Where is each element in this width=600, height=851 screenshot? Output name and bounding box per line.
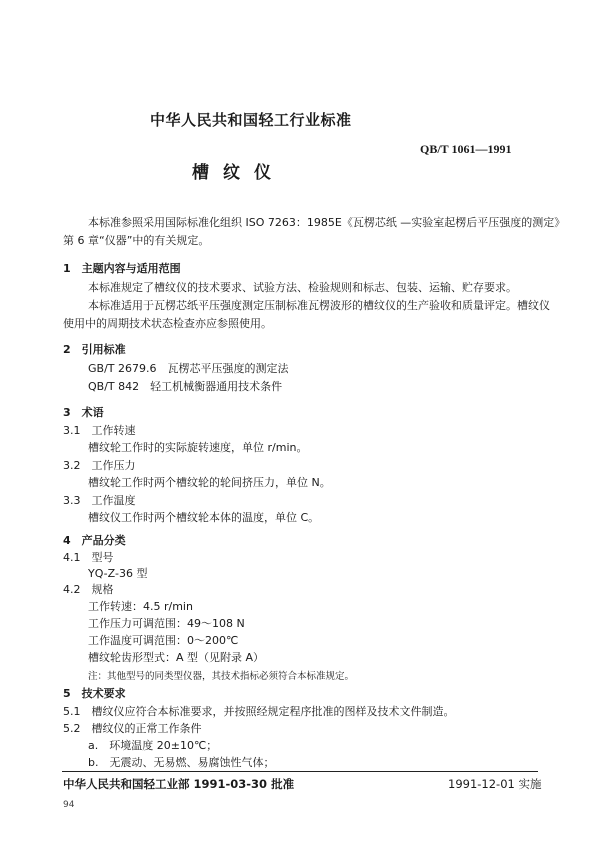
reference-2: QB/T 842 轻工机械衡器通用技术条件 <box>88 380 283 393</box>
effective-date: 1991-12-01 实施 <box>448 777 542 791</box>
term-2-definition: 槽纹轮工作时两个槽纹轮的轮间挤压力，单位 N。 <box>88 476 331 489</box>
reference-1: GB/T 2679.6 瓦楞芯平压强度的测定法 <box>88 362 289 375</box>
section-1-paragraph-3: 使用中的周期技术状态检查亦应参照使用。 <box>63 317 272 330</box>
model-value: YQ-Z-36 型 <box>88 567 148 580</box>
approval-statement: 中华人民共和国轻工业部 1991-03-30 批准 <box>63 777 295 791</box>
requirement-5-1: 5.1 槽纹仪应符合本标准要求，并按照经规定程序批准的图样及技术文件制造。 <box>63 705 455 718</box>
spec-tooth-profile: 槽纹轮齿形型式：A 型（见附录 A） <box>88 651 265 664</box>
section-1-paragraph-1: 本标准规定了槽纹仪的技术要求、试验方法、检验规则和标志、包装、运输、贮存要求。 <box>88 281 517 294</box>
condition-b: b. 无震动、无易燃、易腐蚀性气体； <box>88 756 275 769</box>
section-4-note: 注：其他型号的同类型仪器，其技术指标必须符合本标准规定。 <box>88 671 355 682</box>
spec-pressure-range: 工作压力可调范围：49～108 N <box>88 617 245 630</box>
intro-line-2: 第 6 章“仪器”中的有关规定。 <box>63 234 210 247</box>
footer-divider <box>62 771 538 772</box>
term-1-title: 3.1 工作转速 <box>63 424 136 437</box>
term-1-definition: 槽纹轮工作时的实际旋转速度，单位 r/min。 <box>88 441 308 454</box>
term-3-title: 3.3 工作温度 <box>63 494 136 507</box>
subsection-4-1-title: 4.1 型号 <box>63 551 114 564</box>
section-2-heading: 2 引用标准 <box>63 343 126 356</box>
section-4-heading: 4 产品分类 <box>63 534 126 547</box>
page-number: 94 <box>63 800 75 810</box>
section-3-heading: 3 术语 <box>63 406 104 419</box>
intro-line-1: 本标准参照采用国际标准化组织 ISO 7263：1985E《瓦楞芯纸 —实验室起楞后平压强度的测定》 <box>88 216 566 229</box>
condition-a: a. 环境温度 20±10℃； <box>88 739 218 752</box>
issuing-authority-title: 中华人民共和国轻工行业标准 <box>150 111 352 129</box>
spec-working-speed: 工作转速：4.5 r/min <box>88 600 193 613</box>
section-5-heading: 5 技术要求 <box>63 687 126 700</box>
standard-code: QB/T 1061—1991 <box>420 142 512 156</box>
spec-temperature-range: 工作温度可调范围：0～200℃ <box>88 634 239 647</box>
subsection-4-2-title: 4.2 规格 <box>63 583 114 596</box>
document-title: 槽纹仪 <box>192 163 285 183</box>
term-3-definition: 槽纹仪工作时两个槽纹轮本体的温度，单位 C。 <box>88 511 320 524</box>
section-1-heading: 1 主题内容与适用范围 <box>63 262 181 275</box>
term-2-title: 3.2 工作压力 <box>63 459 136 472</box>
section-1-paragraph-2: 本标准适用于瓦楞芯纸平压强度测定压制标准瓦楞波形的槽纹仪的生产验收和质量评定。槽纹仪 <box>88 299 550 312</box>
requirement-5-2: 5.2 槽纹仪的正常工作条件 <box>63 722 202 735</box>
